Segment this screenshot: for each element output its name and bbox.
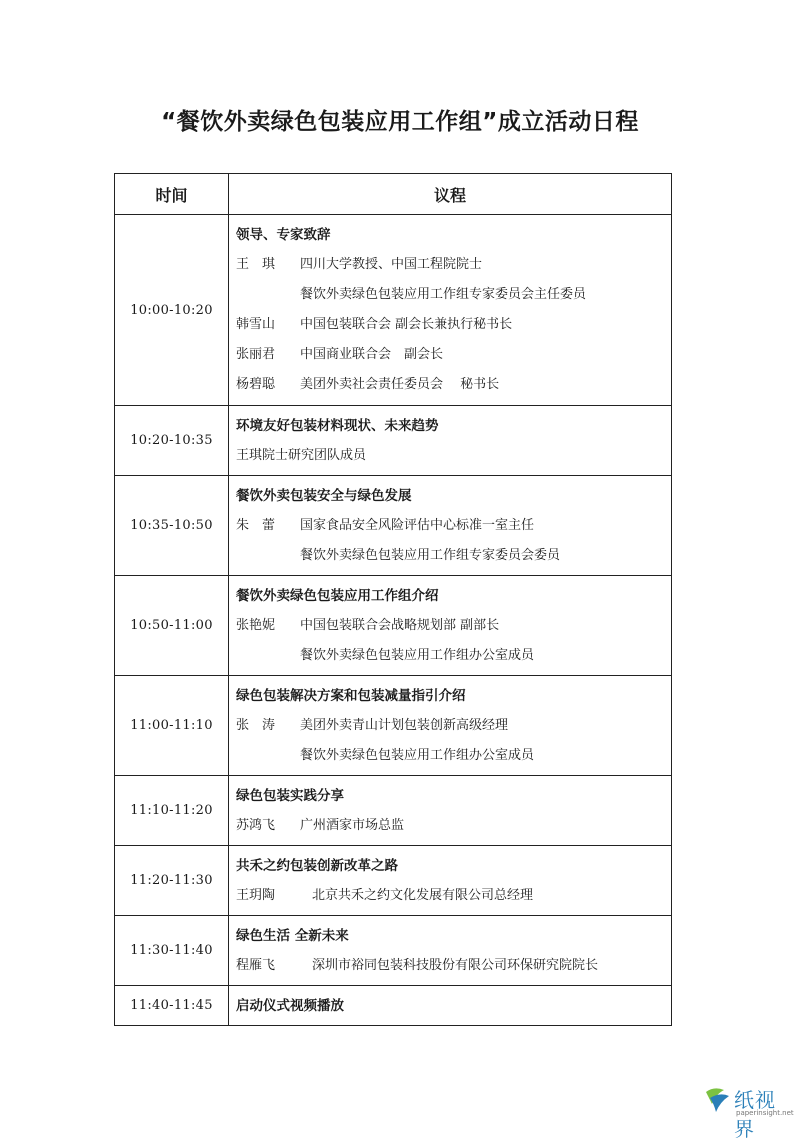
speaker-line <box>236 280 671 310</box>
agenda-topic: 环境友好包装材料现状、未来趋势 <box>236 418 439 434</box>
agenda-cell <box>229 406 672 476</box>
speaker-line <box>236 881 671 911</box>
schedule-row <box>115 406 672 476</box>
time-cell: 10:20-10:35 <box>115 406 229 476</box>
time-cell: 10:00-10:20 <box>115 215 229 406</box>
schedule-row <box>115 776 672 846</box>
schedule-row <box>115 215 672 406</box>
agenda-cell <box>229 916 672 986</box>
speaker-line <box>236 741 671 771</box>
schedule-row <box>115 476 672 576</box>
agenda-cell <box>229 776 672 846</box>
agenda-topic: 绿色包装解决方案和包装减量指引介绍 <box>236 688 466 704</box>
schedule-body <box>115 215 672 1026</box>
time-cell: 11:10-11:20 <box>115 776 229 846</box>
speaker-role: 餐饮外卖绿色包装应用工作组专家委员会委员 <box>300 548 561 563</box>
speaker-line <box>236 511 671 541</box>
speaker-name: 张 涛 <box>236 718 276 733</box>
header-agenda: 议程 <box>229 174 672 215</box>
speaker-line <box>236 310 671 340</box>
agenda-topic: 绿色包装实践分享 <box>236 788 344 804</box>
agenda-topic: 绿色生活 全新未来 <box>236 928 349 944</box>
time-cell: 10:50-11:00 <box>115 576 229 676</box>
speaker-role: 广州酒家市场总监 <box>300 818 405 833</box>
agenda-topic: 领导、专家致辞 <box>236 227 331 243</box>
speaker-line <box>236 951 671 981</box>
speaker-role: 中国包装联合会 副会长兼执行秘书长 <box>300 317 513 332</box>
agenda-topic: 餐饮外卖绿色包装应用工作组介绍 <box>236 588 439 604</box>
speaker-role: 四川大学教授、中国工程院院士 <box>300 257 483 272</box>
speaker-role: 美团外卖青山计划包装创新高级经理 <box>300 718 509 733</box>
speaker-name: 苏鸿飞 <box>236 818 276 833</box>
schedule-row <box>115 846 672 916</box>
time-cell: 11:00-11:10 <box>115 676 229 776</box>
speaker-line <box>236 340 671 370</box>
table-header-row <box>115 174 672 215</box>
speaker-name: 朱 蕾 <box>236 518 276 533</box>
speaker-line <box>236 370 671 400</box>
speaker-name: 韩雪山 <box>236 317 276 332</box>
speaker-name: 王玥陶 <box>236 888 276 903</box>
schedule-row <box>115 916 672 986</box>
speaker-role: 美团外卖社会责任委员会 秘书长 <box>300 377 500 392</box>
agenda-cell <box>229 215 672 406</box>
speaker-line <box>236 541 671 571</box>
time-cell: 11:30-11:40 <box>115 916 229 986</box>
speaker-line <box>236 250 671 280</box>
speaker-name: 张艳妮 <box>236 618 276 633</box>
speaker-name: 张丽君 <box>236 347 276 362</box>
agenda-cell <box>229 676 672 776</box>
speaker-role: 北京共禾之约文化发展有限公司总经理 <box>312 888 534 903</box>
speaker-line <box>236 711 671 741</box>
page-title: “餐饮外卖绿色包装应用工作组”成立活动日程 <box>161 109 639 135</box>
speaker-role: 王琪院士研究团队成员 <box>236 448 367 463</box>
speaker-role: 深圳市裕同包装科技股份有限公司环保研究院院长 <box>312 958 599 973</box>
speaker-name: 杨碧聪 <box>236 377 276 392</box>
time-cell: 11:40-11:45 <box>115 986 229 1026</box>
paperinsight-logo-icon <box>702 1084 732 1114</box>
watermark-logo <box>700 1082 796 1141</box>
speaker-name: 王 琪 <box>236 257 276 272</box>
agenda-topic: 餐饮外卖包装安全与绿色发展 <box>236 488 412 504</box>
agenda-topic: 共禾之约包装创新改革之路 <box>236 858 398 874</box>
speaker-role: 国家食品安全风险评估中心标准一室主任 <box>300 518 535 533</box>
agenda-cell <box>229 576 672 676</box>
agenda-cell <box>229 476 672 576</box>
schedule-row <box>115 986 672 1026</box>
agenda-cell <box>229 986 672 1026</box>
agenda-topic: 启动仪式视频播放 <box>236 998 344 1014</box>
time-cell: 10:35-10:50 <box>115 476 229 576</box>
schedule-row <box>115 576 672 676</box>
schedule-table <box>114 173 672 1026</box>
header-time: 时间 <box>115 174 229 215</box>
speaker-role: 餐饮外卖绿色包装应用工作组办公室成员 <box>300 748 535 763</box>
speaker-name: 程雁飞 <box>236 958 276 973</box>
speaker-line <box>236 441 671 471</box>
watermark-url: paperinsight.net <box>736 1109 794 1117</box>
speaker-role: 中国包装联合会战略规划部 副部长 <box>300 618 500 633</box>
watermark-text: 纸视界 <box>734 1088 776 1141</box>
speaker-line <box>236 611 671 641</box>
speaker-role: 餐饮外卖绿色包装应用工作组办公室成员 <box>300 648 535 663</box>
speaker-role: 中国商业联合会 副会长 <box>300 347 444 362</box>
speaker-line <box>236 641 671 671</box>
time-cell: 11:20-11:30 <box>115 846 229 916</box>
agenda-cell <box>229 846 672 916</box>
speaker-role: 餐饮外卖绿色包装应用工作组专家委员会主任委员 <box>300 287 587 302</box>
speaker-line <box>236 811 671 841</box>
schedule-row <box>115 676 672 776</box>
